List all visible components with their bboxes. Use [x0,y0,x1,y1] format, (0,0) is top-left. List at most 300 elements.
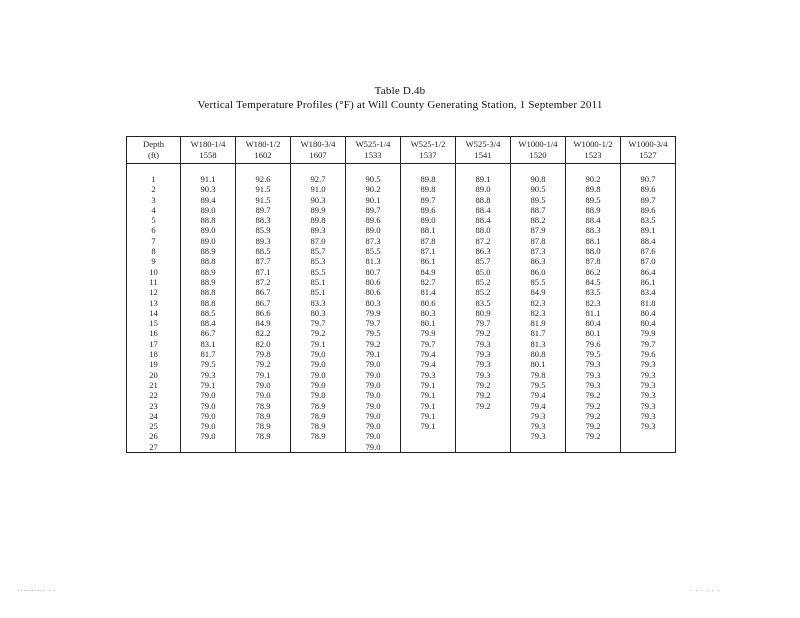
temperature-cell: 89.8 [401,174,456,184]
depth-cell: 4 [127,205,181,215]
temperature-cell: 87.1 [401,246,456,256]
temperature-cell: 80.3 [291,308,346,318]
temperature-cell: 80.3 [346,298,401,308]
temperature-cell: 78.9 [236,411,291,421]
temperature-cell: 78.9 [236,401,291,411]
temperature-cell: 79.0 [346,370,401,380]
temperature-cell: 82.3 [511,308,566,318]
temperature-cell: 88.4 [456,205,511,215]
temperature-cell [181,442,236,453]
column-header [181,137,236,164]
temperature-cell: 81.1 [566,308,621,318]
temperature-cell: 79.1 [401,390,456,400]
temperature-cell: 79.0 [346,442,401,453]
temperature-cell: 87.2 [456,236,511,246]
temperature-cell [401,442,456,453]
temperature-cell: 79.3 [621,411,676,421]
temperature-cell: 79.1 [401,401,456,411]
temperature-cell: 90.1 [346,195,401,205]
depth-header-unit: (ft) [148,150,159,160]
table-row [127,184,676,194]
temperature-cell: 81.9 [511,318,566,328]
temperature-cell: 87.6 [621,246,676,256]
temperature-cell: 79.3 [621,380,676,390]
title-block [0,85,800,112]
header-row [127,137,676,164]
temperature-cell: 79.0 [181,390,236,400]
temperature-cell: 89.6 [621,205,676,215]
temperature-cell: 86.7 [181,328,236,338]
temperature-cell: 88.8 [181,215,236,225]
table-row [127,256,676,266]
time-label: 1537 [419,150,437,160]
station-label: W180-1/4 [190,139,226,149]
column-header [291,137,346,164]
temperature-cell: 79.2 [566,411,621,421]
temperature-cell: 85.7 [291,246,346,256]
table-title: Table D.4b [374,85,426,97]
temperature-cell: 79.3 [511,431,566,441]
temperature-cell: 83.5 [566,287,621,297]
temperature-cell: 92.6 [236,174,291,184]
temperature-cell: 86.7 [236,298,291,308]
depth-cell: 17 [127,339,181,349]
table-row [127,236,676,246]
depth-cell: 8 [127,246,181,256]
column-header [456,137,511,164]
temperature-cell: 90.3 [181,184,236,194]
temperature-cell: 79.1 [401,380,456,390]
temperature-cell: 79.3 [456,339,511,349]
temperature-cell: 79.7 [346,318,401,328]
temperature-cell: 84.5 [566,277,621,287]
temperature-cell: 89.4 [181,195,236,205]
temperature-cell: 89.0 [181,225,236,235]
temperature-cell: 90.2 [346,184,401,194]
temperature-cell: 81.7 [181,349,236,359]
temperature-cell: 79.7 [291,318,346,328]
temperature-cell: 88.8 [181,256,236,266]
temperature-cell: 90.3 [291,195,346,205]
temperature-cell: 80.6 [346,277,401,287]
depth-cell: 27 [127,442,181,453]
temperature-cell: 90.5 [511,184,566,194]
temperature-cell: 86.0 [511,267,566,277]
column-header [566,137,621,164]
temperature-cell: 82.2 [236,328,291,338]
temperature-cell: 89.6 [401,205,456,215]
temperature-cell: 86.1 [401,256,456,266]
table-row [127,308,676,318]
temperature-cell: 79.2 [456,401,511,411]
temperature-cell: 86.3 [456,246,511,256]
temperature-cell: 89.0 [401,215,456,225]
temperature-cell: 79.0 [181,411,236,421]
temperature-cell: 86.6 [236,308,291,318]
temperature-cell: 79.0 [346,431,401,441]
table-row [127,339,676,349]
temperature-cell: 88.4 [566,215,621,225]
station-label: W1000-3/4 [628,139,668,149]
temperature-cell: 89.3 [291,225,346,235]
depth-header [127,137,181,164]
temperature-cell: 79.5 [346,328,401,338]
temperature-cell: 87.8 [566,256,621,266]
temperature-cell: 79.2 [566,431,621,441]
temperature-cell: 79.1 [181,380,236,390]
temperature-cell: 87.3 [346,236,401,246]
temperature-cell: 79.2 [566,421,621,431]
temperature-cell: 79.1 [401,421,456,431]
temperature-cell: 79.3 [621,359,676,369]
temperature-cell: 79.3 [621,370,676,380]
temperature-cell: 78.9 [291,421,346,431]
temperature-cell: 79.7 [401,339,456,349]
temperature-cell: 88.5 [181,308,236,318]
temperature-cell: 85.5 [346,246,401,256]
temperature-cell: 79.0 [181,421,236,431]
temperature-cell: 79.1 [401,411,456,421]
temperature-cell: 79.8 [236,349,291,359]
temperature-cell: 80.1 [511,359,566,369]
temperature-cell: 89.8 [566,184,621,194]
temperature-cell: 79.4 [511,401,566,411]
time-label: 1541 [474,150,492,160]
temperature-cell: 86.2 [566,267,621,277]
table-row [127,431,676,441]
temperature-cell: 89.6 [621,184,676,194]
temperature-cell: 79.0 [181,401,236,411]
temperature-cell [621,431,676,441]
temperature-profile-table [126,136,676,453]
temperature-cell: 89.5 [566,195,621,205]
temperature-cell: 87.8 [401,236,456,246]
depth-cell: 1 [127,174,181,184]
temperature-cell: 79.1 [346,349,401,359]
temperature-cell: 79.5 [181,359,236,369]
temperature-cell: 79.6 [566,339,621,349]
temperature-cell: 81.3 [346,256,401,266]
temperature-cell [511,442,566,453]
depth-header-label: Depth [142,139,164,149]
depth-cell: 11 [127,277,181,287]
table-row [127,205,676,215]
temperature-cell: 80.8 [511,349,566,359]
temperature-cell: 78.9 [291,401,346,411]
temperature-cell: 79.4 [401,359,456,369]
temperature-cell: 83.5 [621,215,676,225]
temperature-cell: 79.3 [566,380,621,390]
temperature-cell: 79.7 [621,339,676,349]
temperature-cell: 79.9 [346,308,401,318]
temperature-cell: 79.0 [346,359,401,369]
temperature-cell: 79.3 [401,370,456,380]
temperature-cell: 91.5 [236,195,291,205]
temperature-cell: 79.0 [291,349,346,359]
temperature-cell: 88.3 [236,215,291,225]
scan-artifact: . . . . . . [690,585,721,593]
table-row [127,267,676,277]
table-row [127,215,676,225]
temperature-cell: 88.9 [181,277,236,287]
depth-cell: 23 [127,401,181,411]
temperature-cell: 79.3 [621,401,676,411]
temperature-cell: 88.5 [236,246,291,256]
spacer-row [127,164,676,175]
temperature-cell: 81.4 [401,287,456,297]
temperature-cell: 79.0 [346,411,401,421]
temperature-cell: 79.2 [291,328,346,338]
temperature-cell: 80.4 [621,308,676,318]
temperature-cell: 86.7 [236,287,291,297]
temperature-cell: 79.2 [566,401,621,411]
table-row [127,411,676,421]
temperature-cell: 88.3 [566,225,621,235]
temperature-cell: 89.1 [456,174,511,184]
temperature-cell: 89.8 [401,184,456,194]
table-row [127,349,676,359]
depth-cell: 5 [127,215,181,225]
column-header [401,137,456,164]
temperature-cell: 79.0 [346,390,401,400]
temperature-cell: 79.5 [511,380,566,390]
station-label: W180-3/4 [300,139,336,149]
time-label: 1520 [529,150,547,160]
temperature-cell: 90.2 [566,174,621,184]
temperature-cell: 79.4 [511,390,566,400]
temperature-cell: 79.0 [181,431,236,441]
temperature-cell: 80.9 [456,308,511,318]
temperature-cell [291,442,346,453]
temperature-cell: 85.5 [511,277,566,287]
station-label: W525-3/4 [465,139,501,149]
table-row [127,359,676,369]
temperature-cell: 88.4 [621,236,676,246]
temperature-cell: 83.4 [621,287,676,297]
table-row [127,390,676,400]
temperature-cell: 78.9 [236,431,291,441]
temperature-cell: 90.5 [346,174,401,184]
temperature-cell: 81.7 [511,328,566,338]
temperature-cell: 85.0 [456,267,511,277]
temperature-cell: 88.4 [456,215,511,225]
time-label: 1533 [364,150,382,160]
temperature-cell: 84.9 [511,287,566,297]
table-row [127,287,676,297]
temperature-cell: 88.8 [181,298,236,308]
table-row [127,328,676,338]
temperature-cell [236,442,291,453]
temperature-cell: 88.9 [181,267,236,277]
temperature-cell: 79.3 [511,411,566,421]
temperature-cell: 86.1 [621,277,676,287]
temperature-cell [456,442,511,453]
temperature-cell: 82.0 [236,339,291,349]
column-header [236,137,291,164]
temperature-cell: 83.5 [456,298,511,308]
temperature-cell: 79.0 [346,401,401,411]
temperature-cell: 81.3 [511,339,566,349]
temperature-cell: 79.3 [456,370,511,380]
temperature-cell: 79.0 [291,359,346,369]
temperature-cell: 87.8 [511,236,566,246]
temperature-cell: 79.2 [566,390,621,400]
table-body [127,164,676,453]
temperature-cell: 79.2 [456,390,511,400]
scan-artifact: .......... . . [18,585,57,593]
temperature-cell: 79.0 [291,370,346,380]
temperature-cell: 85.5 [291,267,346,277]
temperature-cell: 79.1 [291,339,346,349]
depth-cell: 22 [127,390,181,400]
temperature-cell: 80.7 [346,267,401,277]
temperature-cell: 80.6 [346,287,401,297]
temperature-cell: 80.3 [401,308,456,318]
depth-cell: 15 [127,318,181,328]
temperature-cell: 78.9 [291,411,346,421]
temperature-cell: 80.6 [401,298,456,308]
temperature-cell: 85.3 [291,256,346,266]
temperature-cell: 79.0 [346,380,401,390]
depth-cell: 18 [127,349,181,359]
temperature-cell: 85.1 [291,287,346,297]
table-row [127,298,676,308]
temperature-cell: 79.3 [621,390,676,400]
temperature-cell: 89.0 [181,236,236,246]
column-header [511,137,566,164]
table-row [127,246,676,256]
depth-cell: 10 [127,267,181,277]
temperature-cell: 79.6 [621,349,676,359]
temperature-cell [456,411,511,421]
temperature-cell: 85.2 [456,277,511,287]
temperature-cell: 86.3 [511,256,566,266]
temperature-cell: 88.0 [456,225,511,235]
temperature-cell: 79.4 [401,349,456,359]
depth-cell: 13 [127,298,181,308]
temperature-cell: 78.9 [236,421,291,431]
temperature-cell: 79.3 [566,370,621,380]
temperature-cell: 79.0 [291,390,346,400]
temperature-cell: 83.1 [181,339,236,349]
temperature-cell: 89.5 [511,195,566,205]
temperature-cell: 87.0 [621,256,676,266]
temperature-cell: 79.2 [456,328,511,338]
depth-cell: 16 [127,328,181,338]
temperature-cell: 89.7 [236,205,291,215]
table-row [127,318,676,328]
depth-cell: 26 [127,431,181,441]
temperature-cell: 88.7 [511,205,566,215]
temperature-cell: 87.9 [511,225,566,235]
temperature-cell: 88.8 [456,195,511,205]
temperature-cell: 88.1 [566,236,621,246]
temperature-cell: 88.8 [181,287,236,297]
temperature-cell: 79.8 [511,370,566,380]
temperature-cell: 89.0 [181,205,236,215]
temperature-cell [456,431,511,441]
temperature-cell: 79.5 [566,349,621,359]
temperature-cell: 91.1 [181,174,236,184]
column-header [621,137,676,164]
temperature-cell: 88.4 [181,318,236,328]
temperature-cell: 92.7 [291,174,346,184]
temperature-cell: 79.2 [236,359,291,369]
temperature-cell: 85.2 [456,287,511,297]
temperature-cell: 79.3 [621,421,676,431]
temperature-cell: 89.0 [456,184,511,194]
temperature-cell: 79.3 [456,359,511,369]
temperature-cell: 80.1 [566,328,621,338]
temperature-cell: 79.2 [346,339,401,349]
temperature-cell: 89.7 [621,195,676,205]
temperature-cell: 89.7 [401,195,456,205]
temperature-cell: 88.1 [401,225,456,235]
temperature-cell [456,421,511,431]
temperature-cell: 89.9 [291,205,346,215]
table-row [127,195,676,205]
temperature-cell: 78.9 [291,431,346,441]
depth-cell: 19 [127,359,181,369]
temperature-cell [566,442,621,453]
temperature-cell: 79.0 [291,380,346,390]
temperature-cell: 79.3 [511,421,566,431]
temperature-cell: 85.1 [291,277,346,287]
table-row [127,401,676,411]
temperature-cell: 90.7 [621,174,676,184]
station-label: W525-1/2 [410,139,446,149]
temperature-cell: 79.0 [346,421,401,431]
temperature-cell: 82.7 [401,277,456,287]
column-header [346,137,401,164]
temperature-cell: 79.2 [456,380,511,390]
depth-cell: 9 [127,256,181,266]
table-row [127,370,676,380]
temperature-cell [401,431,456,441]
temperature-cell: 88.0 [566,246,621,256]
temperature-cell: 87.3 [511,246,566,256]
temperature-cell: 84.9 [401,267,456,277]
temperature-cell: 87.1 [236,267,291,277]
temperature-cell: 81.8 [621,298,676,308]
temperature-cell: 88.9 [566,205,621,215]
table-row [127,277,676,287]
temperature-cell: 79.3 [566,359,621,369]
depth-cell: 12 [127,287,181,297]
table-row [127,442,676,453]
temperature-cell: 82.3 [511,298,566,308]
time-label: 1558 [199,150,217,160]
temperature-cell: 80.1 [401,318,456,328]
temperature-cell: 79.9 [621,328,676,338]
table-row [127,174,676,184]
station-label: W1000-1/2 [573,139,613,149]
temperature-cell: 80.4 [621,318,676,328]
station-label: W525-1/4 [355,139,391,149]
table-row [127,380,676,390]
time-label: 1523 [584,150,602,160]
temperature-cell: 89.7 [346,205,401,215]
temperature-cell: 83.3 [291,298,346,308]
depth-cell: 2 [127,184,181,194]
temperature-cell: 86.4 [621,267,676,277]
temperature-cell: 87.2 [236,277,291,287]
temperature-cell [621,442,676,453]
station-label: W1000-1/4 [518,139,558,149]
temperature-cell: 89.8 [291,215,346,225]
temperature-cell: 79.1 [236,370,291,380]
depth-cell: 7 [127,236,181,246]
